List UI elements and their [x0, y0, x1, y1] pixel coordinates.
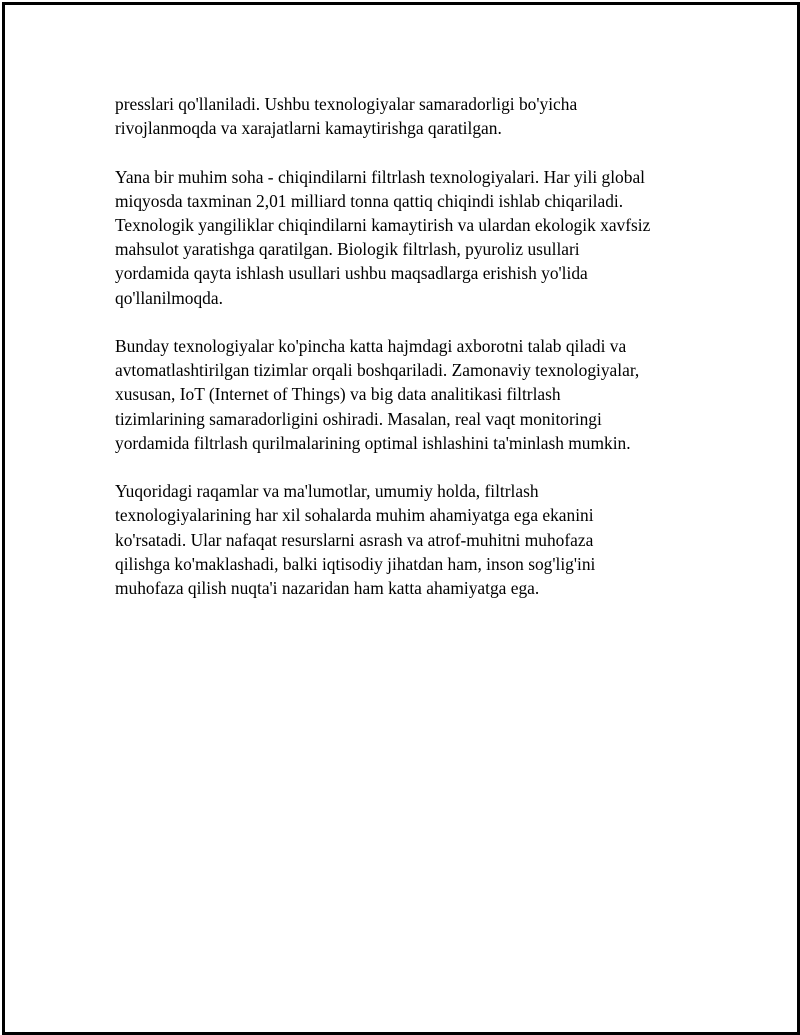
text-line: mahsulot yaratishga qaratilgan. Biologik filtrlash, pyuroliz usullari	[115, 239, 580, 260]
paragraph-2	[115, 165, 695, 310]
text-line: yordamida filtrlash qurilmalarining optimal ishlashini ta'minlash mumkin.	[115, 432, 631, 453]
text-line: qo'llanilmoqda.	[115, 287, 223, 308]
document-body	[115, 92, 695, 624]
text-line: Texnologik yangiliklar chiqindilarni kamaytirish va ulardan ekologik xavfsiz	[115, 215, 651, 235]
paragraph-3	[115, 334, 695, 455]
text-line: muhofaza qilish nuqta'i nazaridan ham katta ahamiyatga ega.	[115, 578, 540, 599]
text-line: qilishga ko'maklashadi, balki iqtisodiy jihatdan ham, inson sog'lig'ini	[115, 553, 596, 574]
text-line: Yuqoridagi raqamlar va ma'lumotlar, umumiy holda, filtrlash	[115, 481, 539, 502]
text-line: yordamida qayta ishlash usullari ushbu maqsadlarga erishish yo'lida	[115, 263, 588, 284]
paragraph-4	[115, 479, 695, 600]
text-line: xususan, IoT (Internet of Things) va big data analitikasi filtrlash	[115, 384, 561, 405]
text-line: texnologiyalarining har xil sohalarda muhim ahamiyatga ega ekanini	[115, 505, 594, 526]
text-line: miqyosda taxminan 2,01 milliard tonna qattiq chiqindi ishlab chiqariladi.	[115, 190, 624, 211]
text-line: Bunday texnologiyalar ko'pincha katta hajmdagi axborotni talab qiladi va	[115, 336, 627, 356]
text-line: avtomatlashtirilgan tizimlar orqali boshqariladi. Zamonaviy texnologiyalar,	[115, 360, 640, 381]
paragraph-1	[115, 92, 695, 140]
text-line: ko'rsatadi. Ular nafaqat resurslarni asrash va atrof-muhitni muhofaza	[115, 529, 594, 550]
text-line: rivojlanmoqda va xarajatlarni kamaytirishga qaratilgan.	[115, 118, 502, 139]
text-line: presslari qo'llaniladi. Ushbu texnologiyalar samaradorligi bo'yicha	[115, 94, 578, 114]
text-line: Yana bir muhim soha - chiqindilarni filtrlash texnologiyalari. Har yili global	[115, 166, 645, 187]
text-line: tizimlarining samaradorligini oshiradi. Masalan, real vaqt monitoringi	[115, 408, 602, 429]
